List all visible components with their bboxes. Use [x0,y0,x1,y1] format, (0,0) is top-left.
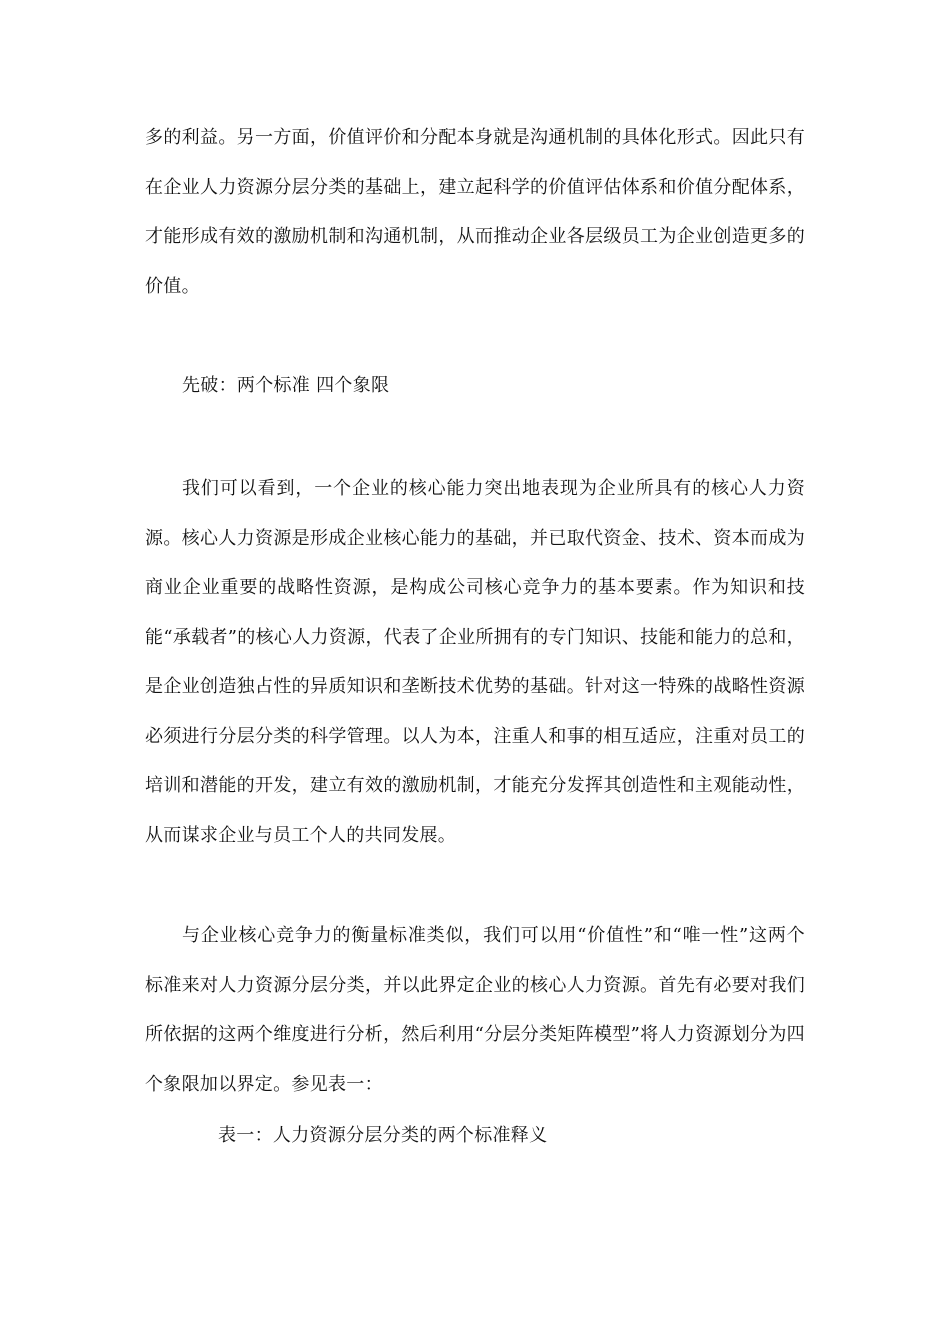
table-caption: 表一：人力资源分层分类的两个标准释义 [218,1125,548,1146]
paragraph-core-hr: 我们可以看到，一个企业的核心能力突出地表现为企业所具有的核心人力资源。核心人力资源是形成企业核心能力的基础，并已取代资金、技术、资本而成为商业企业重要的战略性资源，是构成公司核心竞争力的基本要素。作为知识和技能“承载者”的核心人力资源，代表了企业所拥有的专门知识、技能和能力的总和，是企业创造独占性的异质知识和垄断技术优势的基础。针对这一特殊的战略性资源必须进行分层分类的科学管理。以人为本，注重人和事的相互适应，注重对员工的培训和潜能的开发，建立有效的激励机制，才能充分发挥其创造性和主观能动性，从而谋求企业与员工个人的共同发展。 [145,478,805,846]
paragraph-two-standards: 与企业核心竞争力的衡量标准类似，我们可以用“价值性”和“唯一性”这两个标准来对人力资源分层分类，并以此界定企业的核心人力资源。首先有必要对我们所依据的这两个维度进行分析，然后利用“分层分类矩阵模型”将人力资源划分为四个象限加以界定。参见表一： [145,925,805,1095]
section-heading: 先破：两个标准 四个象限 [182,375,390,396]
paragraph-intro: 多的利益。另一方面，价值评价和分配本身就是沟通机制的具体化形式。因此只有在企业人力资源分层分类的基础上，建立起科学的价值评估体系和价值分配体系，才能形成有效的激励机制和沟通机制，从而推动企业各层级员工为企业创造更多的价值。 [145,127,805,297]
